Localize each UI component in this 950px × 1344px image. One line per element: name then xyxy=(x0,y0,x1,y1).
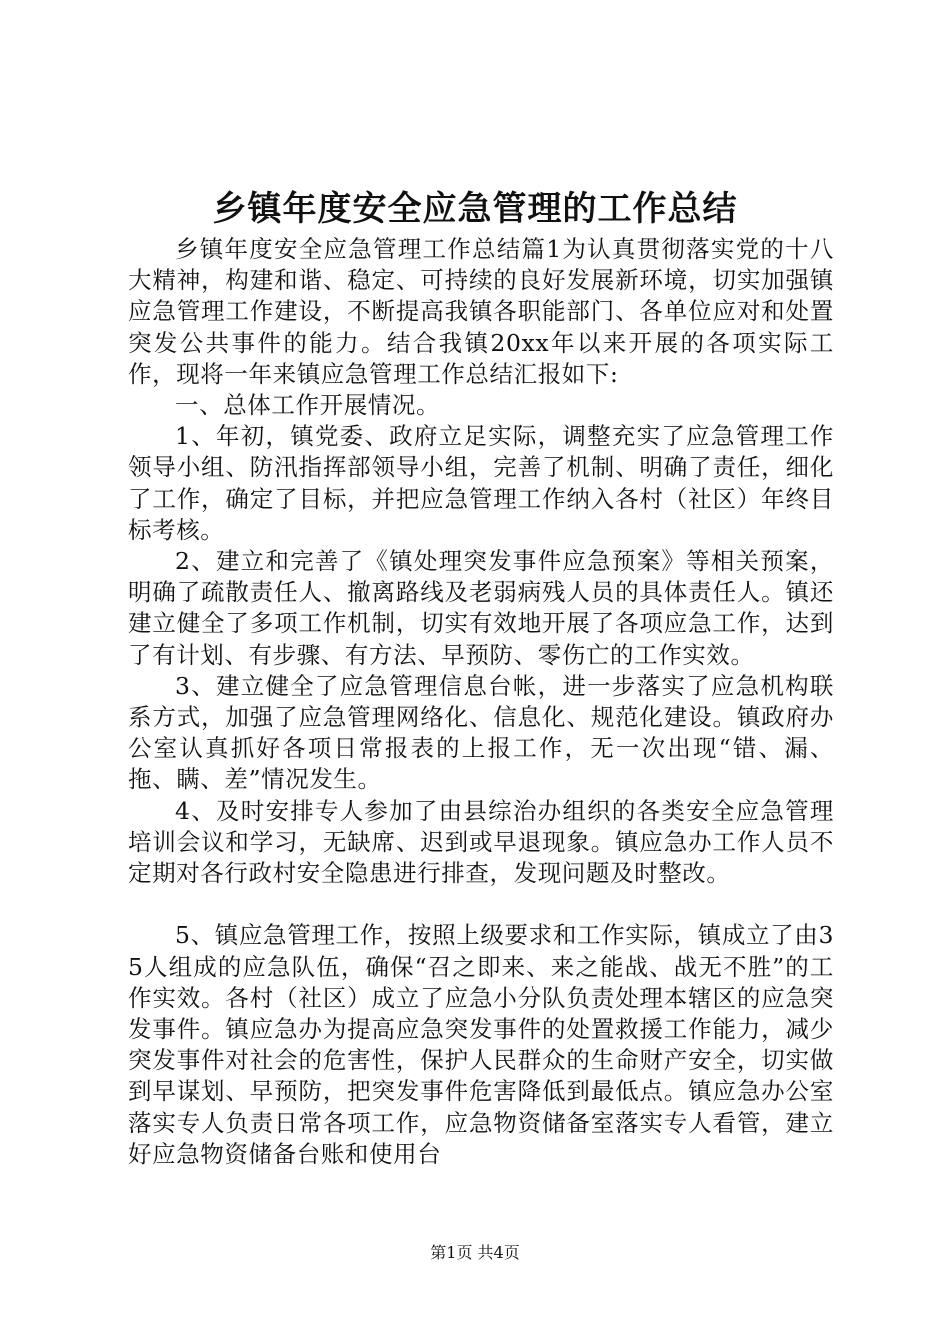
paragraph-item-5: 5、镇应急管理工作，按照上级要求和工作实际，镇成立了由35人组成的应急队伍，确保“召之即来、来之能战、战无不胜”的工作实效。各村（社区）成立了应急小分队负责处理本辖区的应急突发事件。镇应急办为提高应急突发事件的处置救援工作能力，减少突发事件对社会的危害性，保护人民群众的生命财产安全，切实做到早谋划、早预防，把突发事件危害降低到最低点。镇应急办公室落实专人负责日常各项工作，应急物资储备室落实专人看管，建立好应急物资储备台账和使用台 xyxy=(128,921,834,1168)
blank-line xyxy=(128,889,834,920)
paragraph-item-1: 1、年初，镇党委、政府立足实际，调整充实了应急管理工作领导小组、防汛指挥部领导小组，完善了机制、明确了责任，细化了工作，确定了目标，并把应急管理工作纳入各村（社区）年终目标考核。 xyxy=(128,422,834,544)
paragraph-item-4: 4、及时安排专人参加了由县综治办组织的各类安全应急管理培训会议和学习，无缺席、迟到或早退现象。镇应急办工作人员不定期对各行政村安全隐患进行排查，发现问题及时整改。 xyxy=(128,796,834,888)
document-title: 乡镇年度安全应急管理的工作总结 xyxy=(212,189,738,229)
document-body xyxy=(128,234,834,1170)
paragraph-intro: 乡镇年度安全应急管理工作总结篇1为认真贯彻落实党的十八大精神，构建和谐、稳定、可持续的良好发展新环境，切实加强镇应急管理工作建设，不断提高我镇各职能部门、各单位应对和处置突发公共事件的能力。结合我镇20xx年以来开展的各项实际工作，现将一年来镇应急管理工作总结汇报如下: xyxy=(128,235,834,388)
paragraph-item-3: 3、建立健全了应急管理信息台帐，进一步落实了应急机构联系方式，加强了应急管理网络化、信息化、规范化建设。镇政府办公室认真抓好各项日常报表的上报工作，无一次出现“错、漏、拖、瞒、差”情况发生。 xyxy=(128,671,834,794)
paragraph-item-2: 2、建立和完善了《镇处理突发事件应急预案》等相关预案，明确了疏散责任人、撤离路线及老弱病残人员的具体责任人。镇还建立健全了多项工作机制，切实有效地开展了各项应急工作，达到了有计划、有步骤、有方法、早预防、零伤亡的工作实效。 xyxy=(128,547,834,669)
page-footer: 第1页 共4页 xyxy=(430,1243,520,1262)
paragraph-section-heading: 一、总体工作开展情况。 xyxy=(175,391,441,420)
